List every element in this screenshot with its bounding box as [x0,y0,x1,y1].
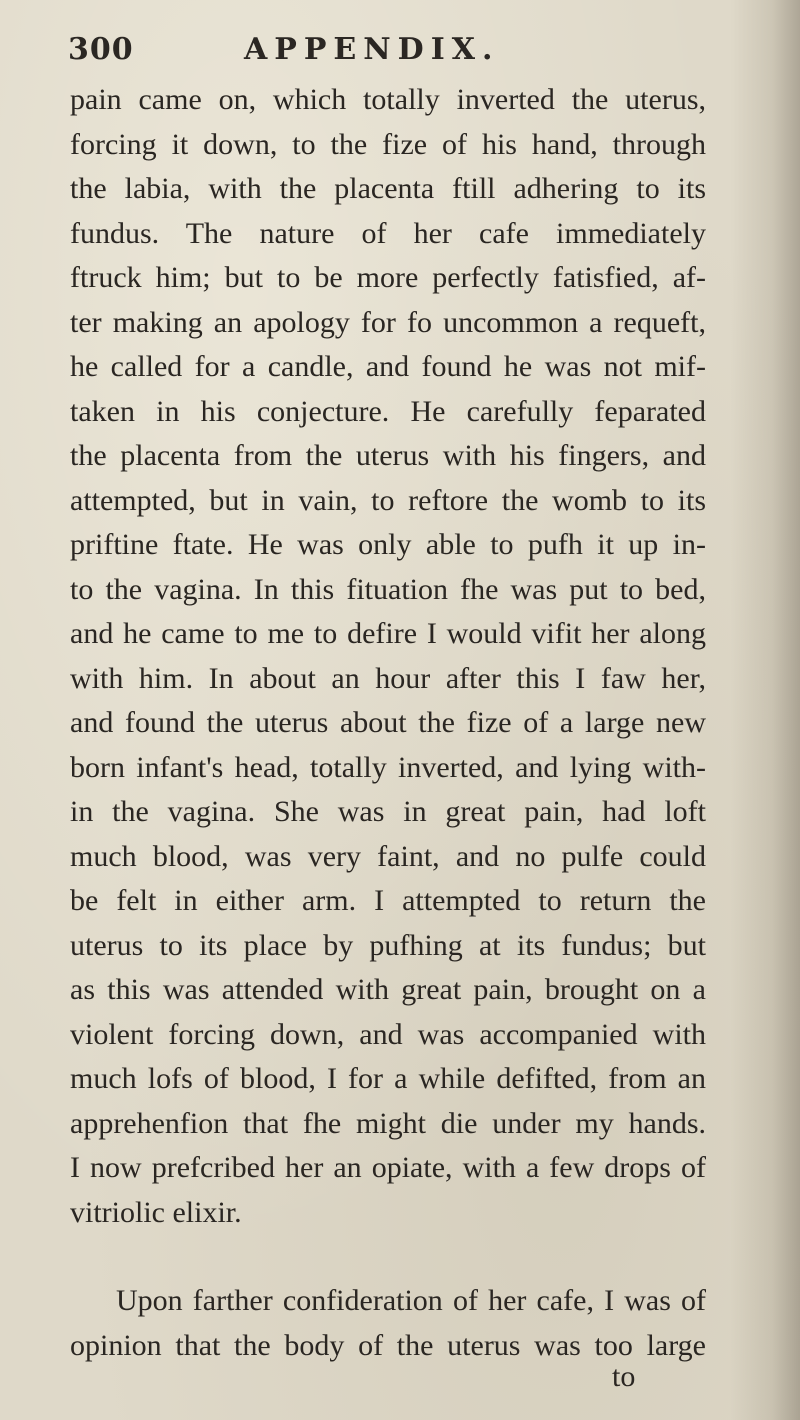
text-line: ter making an apology for fo uncommon a requeft, [70,305,706,339]
text-line: uterus to its place by pufhing at its fundus; but [70,928,706,962]
text-line: taken in his conjecture. He carefully feparated [70,394,706,428]
text-line: apprehenfion that fhe might die under my hands. [70,1106,706,1140]
text-line: born infant's head, totally inverted, and lying with- [70,750,706,784]
body-text [70,78,706,1368]
page-edge-shadow [730,0,800,1420]
text-line: and he came to me to defire I would vifit her along [70,617,706,650]
text-line: opinion that the body of the uterus was too large [70,1328,706,1362]
running-head: APPENDIX. [244,32,500,67]
text-line: Upon farther confideration of her cafe, I was of [116,1284,706,1317]
text-line: with him. In about an hour after this I faw her, [70,661,706,695]
text-line: he called for a candle, and found he was not mif- [70,350,706,383]
text-line: much lofs of blood, I for a while defifted, from an [70,1062,706,1095]
page-header [68,30,708,76]
text-line: and found the uterus about the fize of a large new [70,706,706,739]
catchword: to [612,1360,636,1393]
text-line: the labia, with the placenta ftill adhering to its [70,172,706,205]
text-line: I now prefcribed her an opiate, with a few drops of [70,1151,706,1184]
paragraph-1 [70,78,706,1235]
text-line: pain came on, which totally inverted the uterus, [70,83,706,116]
text-line: ftruck him; but to be more perfectly fatisfied, af- [70,261,706,294]
text-line: in the vagina. She was in great pain, had loft [70,795,706,828]
text-line: forcing it down, to the fize of his hand, through [70,127,706,161]
text-line: as this was attended with great pain, brought on a [70,973,706,1006]
page-number: 300 [68,32,134,67]
text-line: the placenta from the uterus with his fingers, and [70,439,706,472]
text-line: violent forcing down, and was accompanied with [70,1017,706,1051]
paragraph-gap [70,1235,706,1279]
text-line: be felt in either arm. I attempted to return the [70,884,706,917]
text-line: vitriolic elixir. [70,1195,242,1229]
text-line: much blood, was very faint, and no pulfe could [70,839,706,873]
text-line: fundus. The nature of her cafe immediately [70,216,706,250]
paragraph-2 [70,1279,706,1368]
text-line: to the vagina. In this fituation fhe was put to bed, [70,572,706,606]
text-line: attempted, but in vain, to reftore the womb to its [70,483,706,517]
text-line: priftine ftate. He was only able to pufh it up in- [70,528,706,561]
